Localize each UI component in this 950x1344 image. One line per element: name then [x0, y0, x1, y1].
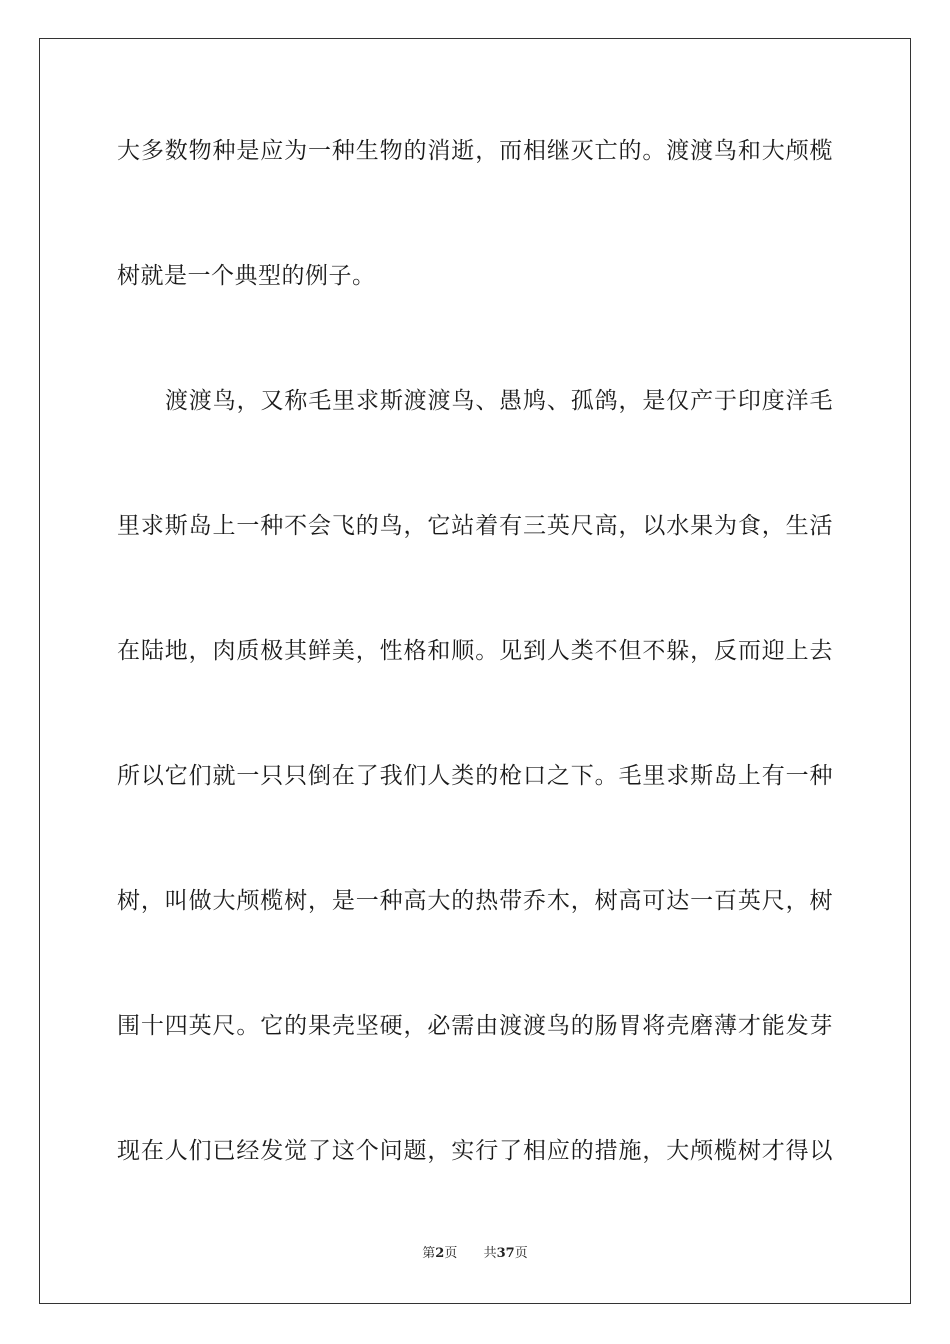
body-text-line: 大多数物种是应为一种生物的消逝，而相继灭亡的。渡渡鸟和大颅榄: [117, 138, 833, 164]
body-text-line: 里求斯岛上一种不会飞的鸟，它站着有三英尺高，以水果为食，生活: [117, 513, 833, 539]
page-footer: [0, 1246, 950, 1262]
page-border: [39, 38, 911, 1304]
body-text-line: 现在人们已经发觉了这个问题，实行了相应的措施，大颅榄树才得以: [117, 1138, 833, 1164]
paragraph-first-line: 渡渡鸟，又称毛里求斯渡渡鸟、愚鸠、孤鸽，是仅产于印度洋毛: [165, 388, 833, 414]
body-text-line: 树，叫做大颅榄树，是一种高大的热带乔木，树高可达一百英尺，树: [117, 888, 833, 914]
body-text-line: 围十四英尺。它的果壳坚硬，必需由渡渡鸟的肠胃将壳磨薄才能发芽: [117, 1013, 833, 1039]
body-text-line: 树就是一个典型的例子。: [117, 263, 376, 289]
total-prefix: 共: [483, 1246, 497, 1261]
page-suffix: 页: [444, 1246, 458, 1261]
body-text-line: 在陆地，肉质极其鲜美，性格和顺。见到人类不但不躲，反而迎上去: [117, 638, 833, 664]
total-pages-indicator: [484, 1246, 528, 1261]
page-indicator: [422, 1246, 461, 1261]
total-suffix: 页: [514, 1246, 528, 1261]
body-text-line: 所以它们就一只只倒在了我们人类的枪口之下。毛里求斯岛上有一种: [117, 763, 833, 789]
total-pages-number: 37: [496, 1246, 515, 1261]
page-prefix: 第: [422, 1246, 436, 1261]
current-page-number: 2: [435, 1246, 445, 1261]
